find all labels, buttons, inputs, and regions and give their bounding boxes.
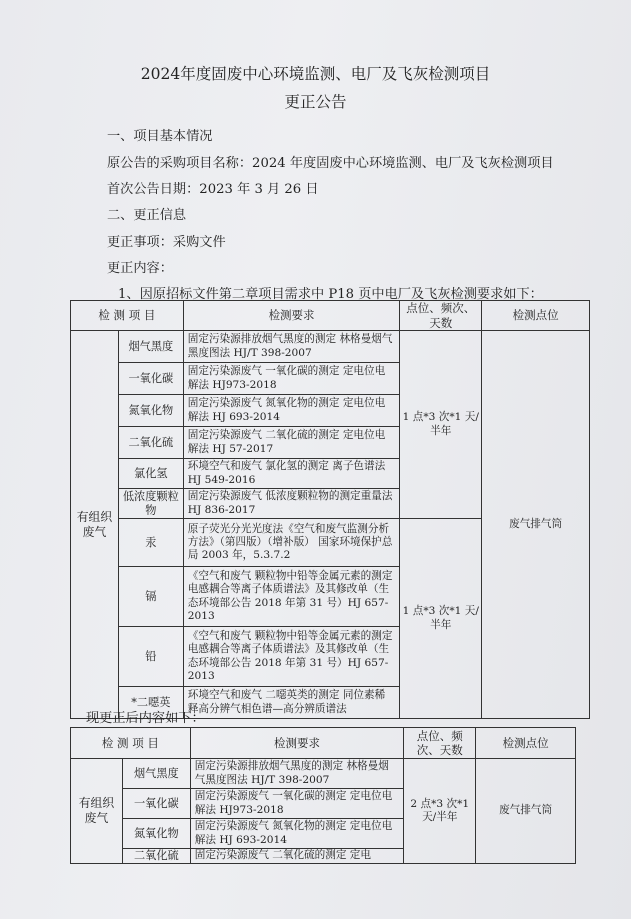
item-cell: *二噁英 [118,687,183,719]
item-cell: 一氧化碳 [122,789,190,819]
doc-title-line2: 更正公告 [284,93,347,111]
header-requirement: 检测要求 [183,301,400,331]
group-cell: 有组织废气 [71,331,119,719]
item-cell: 镉 [118,567,183,627]
corrected-requirements-table [70,727,576,864]
requirement-cell: 固定污染源排放烟气黑度的测定 林格曼烟气黑度图法 HJ/T 398-2007 [190,759,404,789]
item-cell: 氮氧化物 [122,819,190,849]
requirement-cell: 固定污染源废气 氮氧化物的测定 定电位电解法 HJ 693-2014 [183,395,400,427]
requirement-cell: 固定污染源废气 氮氧化物的测定 定电位电解法 HJ 693-2014 [190,819,404,849]
header-point: 检测点位 [482,301,590,331]
corrected-content-label: 现更正后内容如下： [86,711,205,726]
item-cell: 二氧化硫 [118,427,183,459]
table-header-row [71,301,590,331]
item-cell: 烟气黑度 [122,759,190,789]
correction-content-label: 更正内容： [107,261,173,276]
original-requirements-table [70,300,590,719]
correction-item: 更正事项：采购文件 [107,235,226,250]
requirement-cell: 固定污染源废气 一氧化碳的测定 定电位电解法 HJ973-2018 [183,363,400,395]
header-item: 检 测 项 目 [71,301,184,331]
requirement-cell: 固定污染源排放烟气黑度的测定 林格曼烟气黑度图法 HJ/T 398-2007 [183,331,400,363]
section-heading-basic-info: 一、项目基本情况 [107,129,213,144]
requirement-cell: 固定污染源废气 低浓度颗粒物的测定重量法 HJ 836-2017 [183,489,400,519]
item-cell: 氮氧化物 [118,395,183,427]
requirement-cell: 原子荧光分光光度法《空气和废气监测分析方法》（第四版）（增补版） 国家环境保护总局 2003 年，5.3.7.2 [183,519,400,567]
frequency-cell: 1 点*3 次*1 天/半年 [400,331,482,519]
header-point: 检测点位 [476,728,576,759]
header-item: 检 测 项 目 [71,728,191,759]
section-heading-correction: 二、更正信息 [107,208,187,223]
item-cell: 汞 [118,519,183,567]
item-cell: 氯化氢 [118,459,183,489]
first-announcement-date: 首次公告日期：2023 年 3 月 26 日 [107,182,319,197]
doc-title-line1: 2024年度固废中心环境监测、电厂及飞灰检测项目 [140,65,491,83]
original-project-name: 原公告的采购项目名称：2024 年度固废中心环境监测、电厂及飞灰检测项目 [107,156,554,171]
requirement-cell: 环境空气和废气 二噁英类的测定 同位素稀释高分辨气相色谱—高分辨质谱法 [183,687,400,719]
requirement-cell: 固定污染源废气 一氧化碳的测定 定电位电解法 HJ973-2018 [190,789,404,819]
table-row [71,759,576,789]
requirement-cell: 《空气和废气 颗粒物中铅等金属元素的测定 电感耦合等离子体质谱法》及其修改单（生态环境部公告 2018 年第 31 号）HJ 657-2013 [183,627,400,687]
requirement-cell: 《空气和废气 颗粒物中铅等金属元素的测定 电感耦合等离子体质谱法》及其修改单（生态环境部公告 2018 年第 31 号）HJ 657-2013 [183,567,400,627]
header-requirement: 检测要求 [190,728,404,759]
requirement-cell: 固定污染源废气 二氧化硫的测定 定电 [190,849,404,864]
table-header-row [71,728,576,759]
point-cell: 废气排气筒 [476,759,576,864]
item-cell: 二氧化硫 [122,849,190,864]
header-frequency: 点位、频次、天数 [400,301,482,331]
original-requirement-intro: 1、因原招标文件第二章项目需求中 P18 页中电厂及飞灰检测要求如下： [118,287,543,302]
frequency-cell: 1 点*3 次*1 天/半年 [400,519,482,719]
frequency-cell: 2 点*3 次*1 天/半年 [404,759,476,864]
item-cell: 铅 [118,627,183,687]
item-cell: 一氧化碳 [118,363,183,395]
requirement-cell: 环境空气和废气 氯化氢的测定 离子色谱法 HJ 549-2016 [183,459,400,489]
table-row [71,331,590,363]
requirement-cell: 固定污染源废气 二氧化硫的测定 定电位电解法 HJ 57-2017 [183,427,400,459]
point-cell: 废气排气筒 [482,331,590,719]
header-frequency: 点位、频次、天数 [404,728,476,759]
group-cell: 有组织废气 [71,759,123,864]
item-cell: 烟气黑度 [118,331,183,363]
item-cell: 低浓度颗粒物 [118,489,183,519]
